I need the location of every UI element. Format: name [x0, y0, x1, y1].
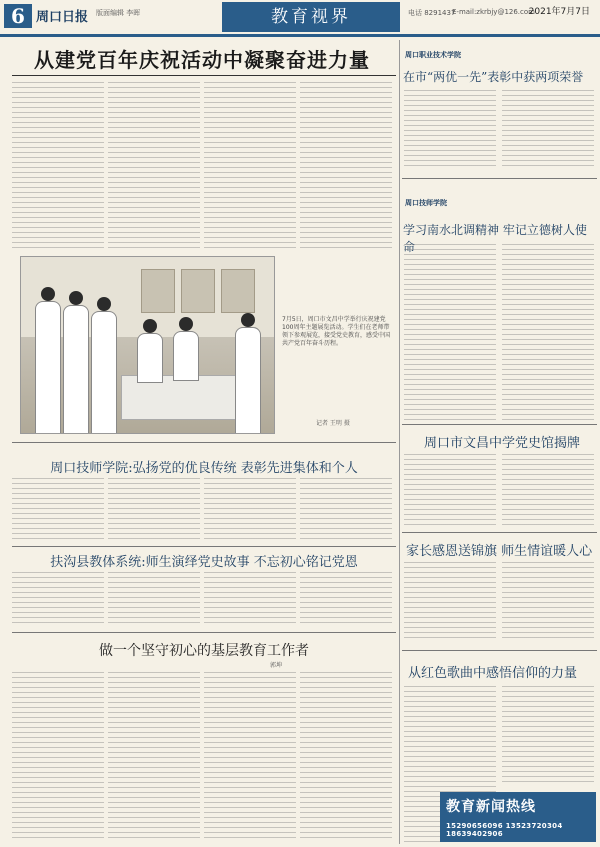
r4-col2: [502, 562, 594, 642]
story2-col4: [300, 572, 392, 626]
r4-top-rule: [402, 532, 597, 533]
article-column-2: [108, 82, 200, 250]
r2-col2: [502, 244, 594, 420]
r2-title: 学习南水北调精神 牢记立德树人使命: [403, 223, 587, 254]
r4-title: 家长感恩送锦旗 师生情谊暖人心: [406, 544, 593, 559]
r2-school: 周口技师学院: [405, 199, 447, 207]
r2-top-rule: [402, 178, 597, 179]
r4-col1: [404, 562, 496, 642]
story3-col2: [108, 672, 200, 842]
story2-col2: [108, 572, 200, 626]
story2-title: 扶沟县教体系统:师生演绎党史故事 不忘初心铭记党恩: [50, 555, 358, 570]
issue-date: 2021年7月7日: [528, 7, 590, 17]
story1-col3: [204, 478, 296, 542]
r3-col1: [404, 454, 496, 526]
section-title: 教育视界: [222, 2, 400, 32]
masthead: [0, 0, 600, 36]
article-column-1: [12, 82, 104, 250]
story1-col4: [300, 478, 392, 542]
story1-title: 周口技师学院:弘扬党的优良传统 表彰先进集体和个人: [50, 461, 358, 476]
story3-title: 做一个坚守初心的基层教育工作者: [99, 643, 309, 659]
hotline-numbers: 15290656096 13523720304 18639402906: [446, 822, 563, 838]
hotline-title: 教育新闻热线: [446, 799, 536, 815]
story1-top-rule: [12, 442, 396, 443]
r2-col1: [404, 244, 496, 420]
r5-top-rule: [402, 650, 597, 651]
story3-col3: [204, 672, 296, 842]
column-divider: [399, 40, 400, 844]
main-headline: 从建党百年庆祝活动中凝聚奋进力量: [34, 48, 370, 72]
r3-title: 周口市文昌中学党史馆揭牌: [424, 436, 581, 451]
r3-col2: [502, 454, 594, 526]
phone-line: 电话 8291437: [408, 9, 456, 17]
r1-col2: [502, 90, 594, 170]
story2-col1: [12, 572, 104, 626]
page-number: 6: [4, 4, 32, 28]
paper-name: 周口日报: [36, 10, 89, 25]
article-column-3: [204, 82, 296, 250]
photo-credit: 记者 王明 摄: [316, 420, 350, 427]
masthead-rule: [0, 34, 600, 37]
r1-title: 在市“两优一先”表彰中获两项荣誉: [403, 70, 584, 84]
news-photo: [20, 256, 275, 434]
r5-col2: [502, 686, 594, 786]
story3-author: 郭坤: [270, 662, 283, 669]
story2-top-rule: [12, 546, 396, 547]
editor-line: 版面编辑 李晖: [96, 9, 141, 17]
email-line: E-mail:zkrbjy@126.com: [452, 8, 535, 16]
headline-rule: [12, 75, 396, 76]
article-column-4: [300, 82, 392, 250]
story1-col2: [108, 478, 200, 542]
news-hotline-box: [440, 792, 596, 842]
story3-col1: [12, 672, 104, 842]
story3-top-rule: [12, 632, 396, 633]
r1-school: 周口职业技术学院: [405, 51, 461, 59]
r1-col1: [404, 90, 496, 170]
r3-top-rule: [402, 424, 597, 425]
story1-col1: [12, 478, 104, 542]
r5-title: 从红色歌曲中感悟信仰的力量: [408, 666, 578, 681]
photo-caption: 7月5日，周口市文昌中学举行庆祝建党100周年主题展览活动。学生们在老师带领下参观展览，接受党史教育，感受中国共产党百年奋斗历程。: [282, 316, 391, 347]
story2-col3: [204, 572, 296, 626]
story3-col4: [300, 672, 392, 842]
